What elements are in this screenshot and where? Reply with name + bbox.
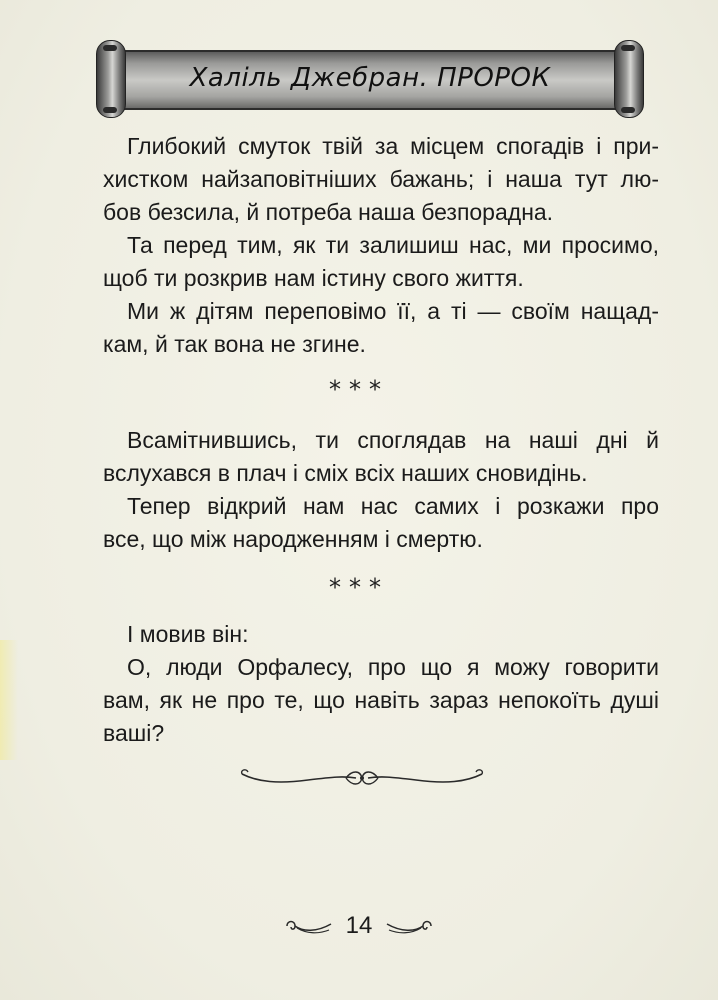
paragraph [103, 490, 659, 556]
text-line: вслухався в плач і сміх всіх наших сновидінь. [103, 460, 588, 486]
text-line: ваші? [103, 720, 165, 746]
text-line: О, люди Орфалесу, про що я можу говорити [127, 654, 659, 680]
text-line: бов безсила, й потреба наша безпорадна. [103, 199, 554, 225]
text-line: Всамітнившись, ти споглядав на наші дні й [127, 427, 659, 453]
text-block-3 [103, 618, 659, 750]
paragraph [103, 651, 659, 750]
text-line: Та перед тим, як ти залишиш нас, ми просимо, [127, 232, 659, 258]
text-line: Глибокий смуток твій за місцем спогадів і при- [127, 133, 659, 159]
scroll-roll-left-icon [96, 40, 126, 118]
section-separator: ⁎⁎⁎ [329, 566, 389, 594]
paragraph [103, 229, 659, 295]
paragraph [103, 424, 659, 490]
text-line: Тепер відкрий нам нас самих і розкажи про [127, 493, 659, 519]
ornamental-flourish-icon [238, 762, 486, 792]
text-line: І мовив він: [127, 621, 249, 647]
text-block-1 [103, 130, 659, 361]
running-header [92, 40, 648, 116]
header-title: Халіль Джебран. ПРОРОК [189, 63, 551, 93]
section-separator: ⁎⁎⁎ [329, 368, 389, 396]
text-line: щоб ти розкрив нам істину свого життя. [103, 265, 524, 291]
page-footer [0, 912, 718, 948]
text-line: кам, й так вона не згине. [103, 331, 366, 357]
left-swirl-icon [283, 916, 333, 936]
paragraph [103, 618, 659, 651]
text-line: все, що між народженням і смертю. [103, 526, 483, 552]
page-number: 14 [345, 912, 373, 939]
text-block-2 [103, 424, 659, 556]
text-line: хистком найзаповітніших бажань; і наша тут лю- [103, 166, 659, 192]
right-swirl-icon [385, 916, 435, 936]
paragraph [103, 130, 659, 229]
text-line: вам, як не про те, що навіть зараз непокоїть душі [103, 687, 659, 713]
text-line: Ми ж дітям переповімо її, а ті — своїм нащад- [127, 298, 659, 324]
scroll-roll-right-icon [614, 40, 644, 118]
paragraph [103, 295, 659, 361]
